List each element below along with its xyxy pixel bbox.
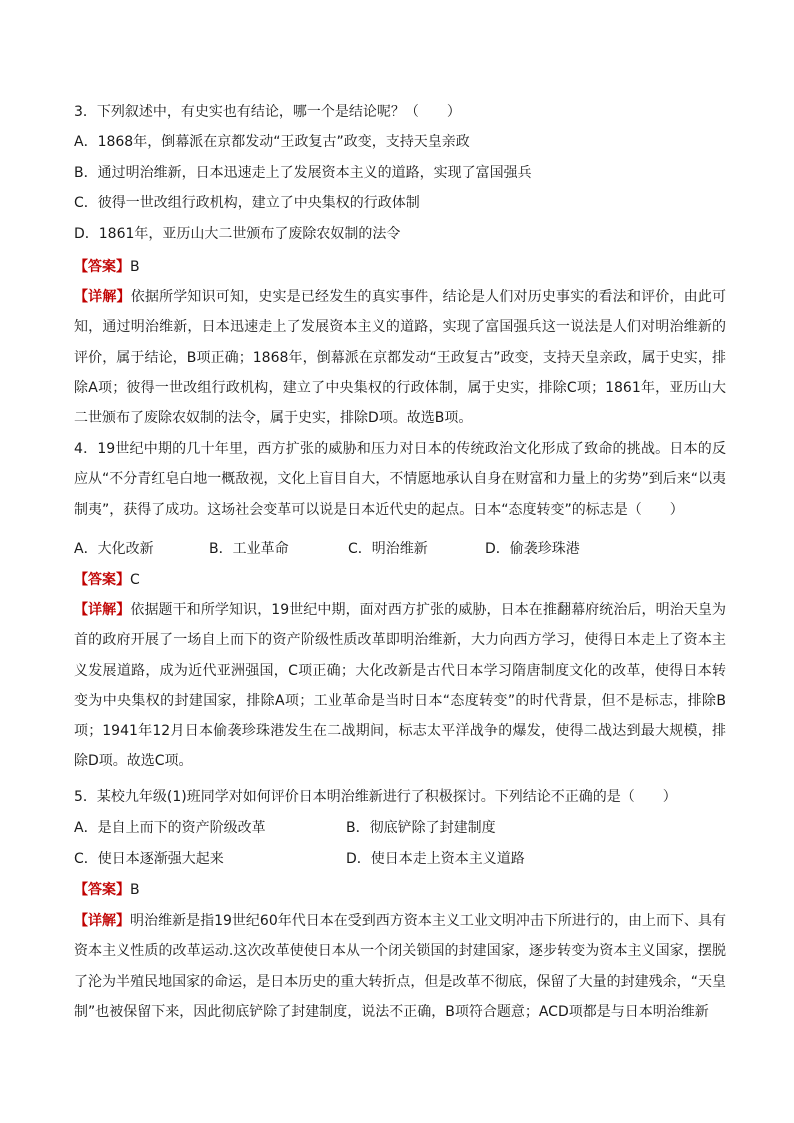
analysis-label: 【详解】: [74, 289, 131, 305]
answer-value: C: [130, 572, 140, 588]
question-3-option-a: A．1868年，倒幕派在京都发动“王政复古”政变，支持天皇亲政: [74, 134, 470, 150]
question-4-option-a: A．大化改新: [74, 541, 154, 557]
answer-value: B: [130, 259, 140, 275]
analysis-label: 【详解】: [74, 602, 131, 618]
question-3-stem: 3．下列叙述中，有史实也有结论，哪一个是结论呢？（ ）: [74, 104, 461, 120]
analysis-label: 【详解】: [74, 913, 131, 929]
question-4-analysis: [74, 595, 726, 777]
answer-value: B: [130, 882, 140, 898]
question-4-option-c: C．明治维新: [348, 541, 428, 557]
question-3-option-b: B．通过明治维新，日本迅速走上了发展资本主义的道路，实现了富国强兵: [74, 165, 532, 181]
analysis-text: 依据所学知识可知，史实是已经发生的真实事件，结论是人们对历史事实的看法和评价，由此可知，通过明治维新，日本迅速走上了发展资本主义的道路，实现了富国强兵这一说法是人们对明治维新的评价，属于结论，B项正确；1868年，倒幕派在京都发动“王政复古”政变，支持天皇亲政，属于史实，排除A项；彼得一世改组行政机构，建立了中央集权的行政体制，属于史实，排除C项；1861年，亚历山大二世颁布了废除农奴制的法令，属于史实，排除D项。故选B项。: [74, 289, 727, 427]
analysis-text: 明治维新是指19世纪60年代日本在受到西方资本主义工业文明冲击下所进行的，由上而下、具有资本主义性质的改革运动.这次改革使使日本从一个闭关锁国的封建国家，逐步转变为资本主义国家，摆脱了沦为半殖民地国家的命运，是日本历史的重大转折点，但是改革不彻底，保留了大量的封建残余，“天皇制”也被保留下来，因此彻底铲除了封建制度，说法不正确，B项符合题意；ACD项都是与日本明治维新: [74, 913, 727, 1020]
question-3-answer: [74, 257, 724, 277]
answer-label: 【答案】: [74, 882, 130, 898]
question-5-answer: [74, 880, 724, 900]
analysis-text: 依据题干和所学知识，19世纪中期，面对西方扩张的威胁，日本在推翻幕府统治后，明治天皇为首的政府开展了一场自上而下的资产阶级性质改革即明治维新，大力向西方学习，使得日本走上了资本主义发展道路，成为近代亚洲强国，C项正确；大化改新是古代日本学习隋唐制度文化的改革，使得日本转变为中央集权的封建国家，排除A项；工业革命是当时日本“态度转变”的时代背景，但不是标志，排除B项；1941年12月日本偷袭珍珠港发生在二战期间，标志太平洋战争的爆发，使得二战达到最大规模，排除D项。故选C项。: [74, 602, 727, 770]
question-5-option-a: A．是自上而下的资产阶级改革: [74, 820, 266, 836]
question-4-answer: [74, 570, 724, 590]
question-3-analysis: [74, 282, 726, 433]
question-4-option-b: B．工业革命: [209, 541, 289, 557]
answer-label: 【答案】: [74, 572, 130, 588]
question-3-option-c: C．彼得一世改组行政机构，建立了中央集权的行政体制: [74, 195, 420, 211]
answer-label: 【答案】: [74, 259, 130, 275]
question-3-option-d: D．1861年，亚历山大二世颁布了废除农奴制的法令: [74, 226, 401, 242]
question-5-option-b: B．彻底铲除了封建制度: [346, 820, 496, 836]
question-4-option-d: D．偷袭珍珠港: [485, 541, 580, 557]
question-5-stem: 5．某校九年级(1)班同学对如何评价日本明治维新进行了积极探讨。下列结论不正确的是（ ）: [74, 789, 677, 805]
question-5-option-c: C．使日本逐渐强大起来: [74, 851, 224, 867]
question-5-option-d: D．使日本走上资本主义道路: [346, 851, 525, 867]
question-5-analysis: [74, 906, 726, 1027]
question-4-stem: 4．19世纪中期的几十年里，西方扩张的威胁和压力对日本的传统政治文化形成了致命的挑战。日本的反应从“不分青红皂白地一概敌视，文化上盲目自大，不情愿地承认自身在财富和力量上的劣势”到后来“以夷制夷”，获得了成功。这场社会变革可以说是日本近代史的起点。日本“态度转变”的标志是（ ）: [74, 441, 726, 518]
